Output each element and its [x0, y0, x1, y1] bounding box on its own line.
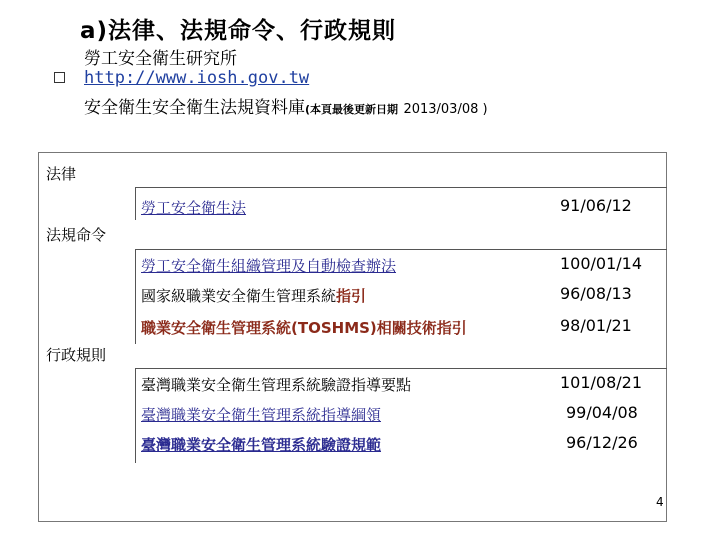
institute-url-link[interactable]: http://www.iosh.gov.tw — [84, 68, 310, 88]
database-name: 安全衛生安全衛生法規資料庫 — [84, 98, 305, 118]
table-row[interactable] — [135, 250, 667, 280]
section-admin: 行政規則 — [46, 346, 107, 364]
regulation-link[interactable]: 勞工安全衛生法 — [141, 199, 247, 217]
table-row[interactable] — [135, 399, 667, 429]
table-row[interactable] — [135, 312, 667, 342]
regulation-name — [141, 317, 467, 338]
update-note: (本頁最後更新日期 — [305, 103, 399, 116]
regulation-link[interactable]: 勞工安全衛生組織管理及自動檢查辦法 — [141, 257, 397, 275]
regulation-name-part: 國家級職業安全衛生管理系統 — [141, 287, 337, 305]
section-regulation: 法規命令 — [46, 226, 107, 244]
regulation-name: 臺灣職業安全衛生管理系統驗證指導要點 — [141, 376, 412, 394]
regulation-name-part: 職業安全衛生管理系統(TOSHMS)相關 — [141, 319, 407, 337]
regulation-date: 99/04/08 — [566, 403, 638, 422]
table-row[interactable] — [135, 369, 667, 399]
regulation-date: 96/08/13 — [560, 284, 632, 303]
slide-title: a)法律、法規命令、行政規則 — [80, 18, 397, 44]
regulation-date: 96/12/26 — [566, 433, 638, 452]
regulation-date: 91/06/12 — [560, 196, 632, 215]
institute-name: 勞工安全衛生研究所 — [84, 49, 237, 69]
regulation-link[interactable]: 臺灣職業安全衛生管理系統驗證規範 — [141, 436, 382, 454]
page-number: 4 — [656, 495, 664, 509]
divider — [135, 187, 667, 188]
table-row[interactable] — [135, 192, 667, 222]
bullet-square-icon — [54, 72, 65, 83]
regulation-date: 101/08/21 — [560, 373, 643, 392]
regulation-date: 100/01/14 — [560, 254, 643, 273]
regulation-name — [141, 285, 366, 306]
regulation-name-highlight: 指引 — [336, 287, 367, 305]
database-line — [84, 93, 488, 118]
regulation-name-highlight: 技術指引 — [406, 319, 467, 337]
regulation-link[interactable]: 臺灣職業安全衛生管理系統指導綱領 — [141, 406, 382, 424]
update-date: 2013/03/08 ) — [403, 102, 488, 117]
table-row[interactable] — [135, 429, 667, 459]
regulation-date: 98/01/21 — [560, 316, 632, 335]
section-law: 法律 — [46, 165, 77, 183]
table-row[interactable] — [135, 280, 667, 310]
